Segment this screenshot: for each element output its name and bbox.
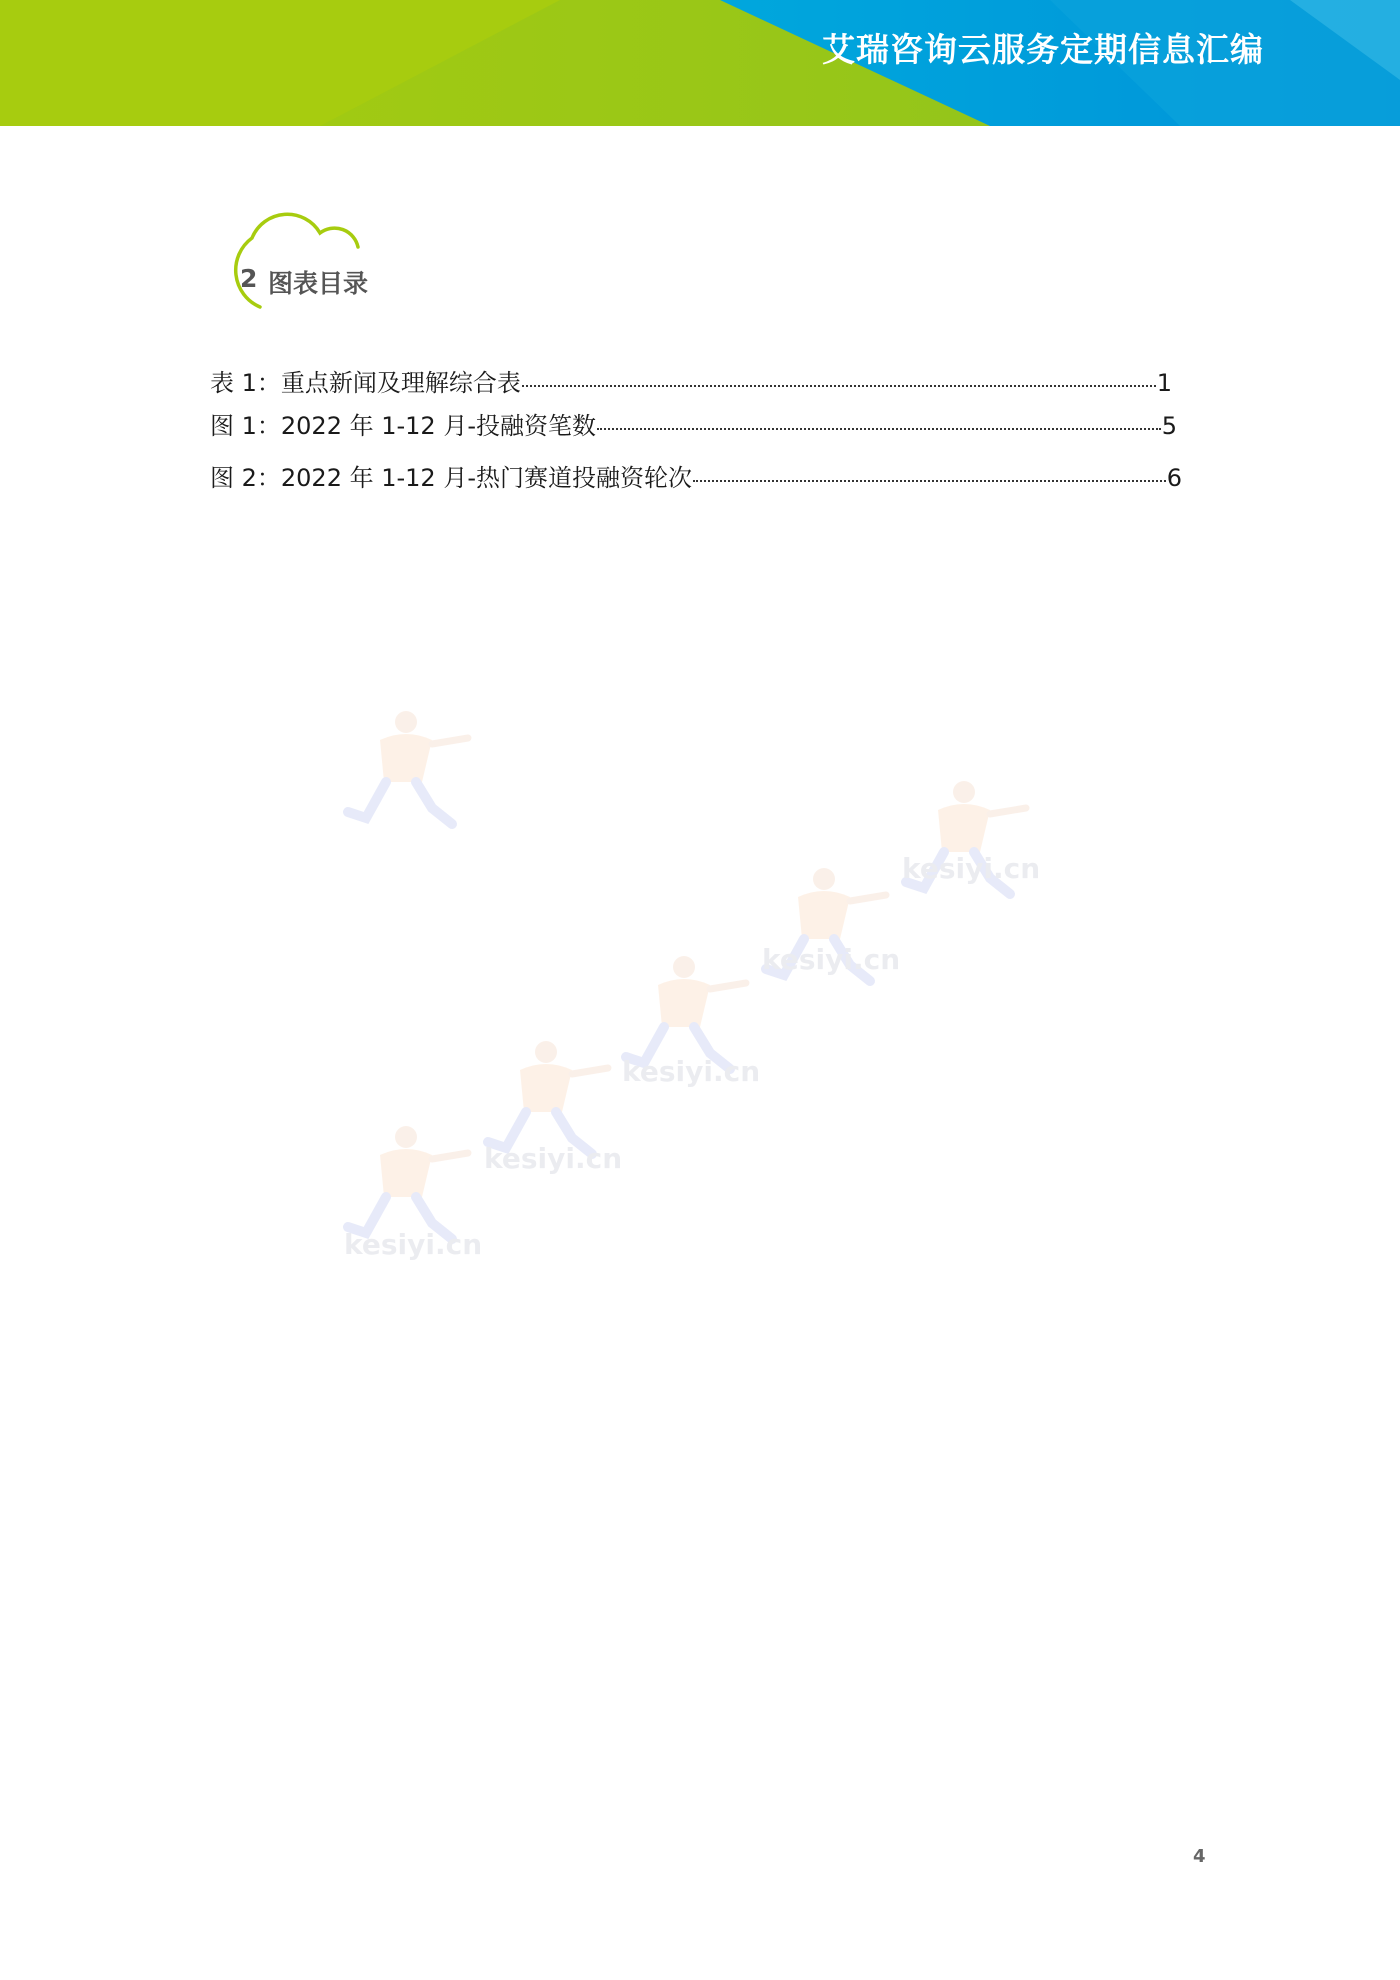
- toc-entry-page: 6: [1166, 464, 1182, 492]
- document-title: 艾瑞咨询云服务定期信息汇编: [822, 30, 1264, 69]
- toc-entry-page: 1: [1156, 369, 1172, 397]
- toc-entry[interactable]: [210, 458, 1182, 494]
- toc-leader: [522, 385, 1156, 387]
- toc-entry[interactable]: [210, 406, 1177, 442]
- section-number: 2: [240, 264, 258, 293]
- toc-leader: [597, 428, 1161, 430]
- toc-entry-label: 图 1：2022 年 1-12 月-投融资笔数: [210, 412, 596, 440]
- watermark-text: kesiyi.cn: [902, 852, 1041, 885]
- watermark-text: kesiyi.cn: [484, 1142, 623, 1175]
- toc-entry-label: 图 2：2022 年 1-12 月-热门赛道投融资轮次: [210, 464, 692, 492]
- watermark: [340, 700, 1060, 1280]
- section-heading: [208, 200, 388, 320]
- cloud-icon: [208, 200, 388, 320]
- watermark-text: kesiyi.cn: [622, 1055, 761, 1088]
- toc-entry-page: 5: [1161, 412, 1177, 440]
- page-number: 4: [1193, 1846, 1206, 1867]
- header-banner: [0, 0, 1400, 126]
- running-person-icon: [340, 700, 1060, 1280]
- toc-leader: [693, 480, 1166, 482]
- toc-entry[interactable]: [210, 363, 1172, 399]
- watermark-text: kesiyi.cn: [762, 943, 901, 976]
- section-title: 图表目录: [268, 269, 369, 298]
- toc-entry-label: 表 1：重点新闻及理解综合表: [210, 369, 521, 397]
- watermark-text: kesiyi.cn: [344, 1228, 483, 1261]
